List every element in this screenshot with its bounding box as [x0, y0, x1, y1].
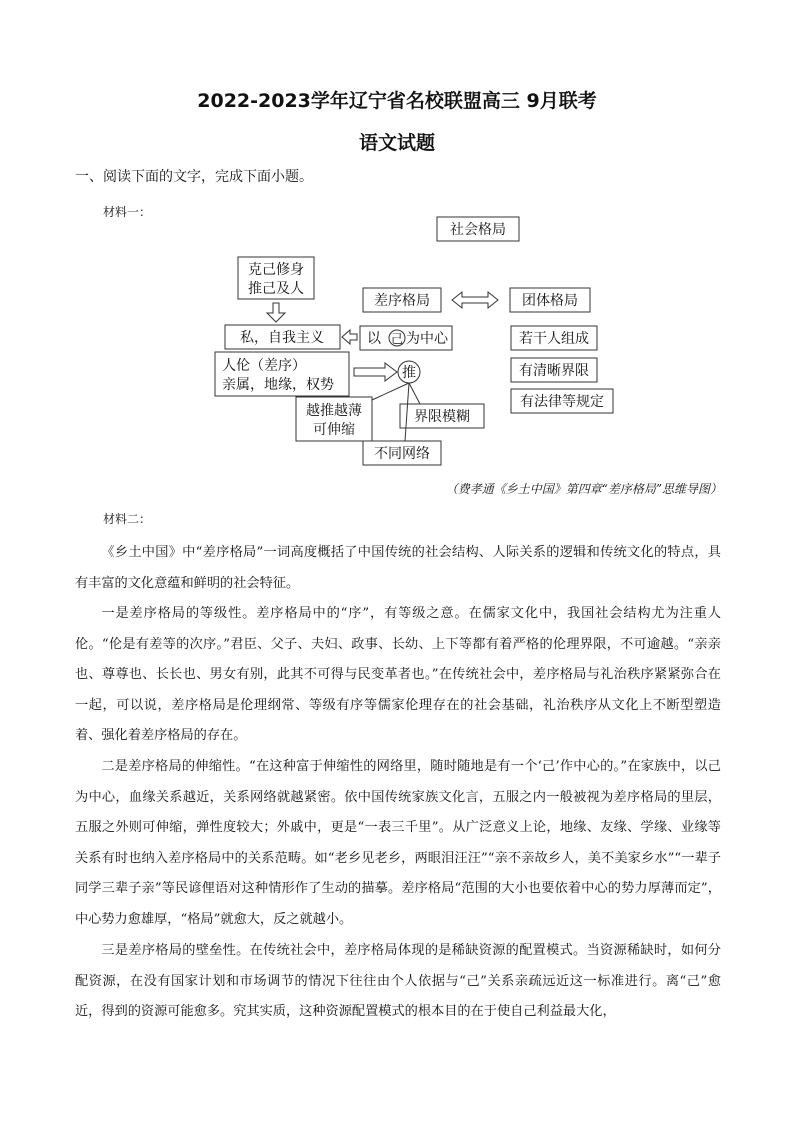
text-qingxi: 有清晰界限	[519, 363, 589, 379]
paragraph-hierarchy: 一是差序格局的等级性。差序格局中的“序”，有等级之意。在儒家文化中，我国社会结构尤为注重人伦。“伦是有差等的次序。”君臣、父子、夫妇、政事、长幼、上下等都有着严格的伦理界限，不可逾越。“亲亲也、尊尊也、长长也、男女有别，此其不可得与民变革者也。”在传统社会中，差序格局与礼治秩序紧紧弥合在一起，可以说，差序格局是伦理纲常、等级有序等儒家伦理存在的社会基础，礼治秩序从文化上不断型塑造着、强化着差序格局的存在。	[75, 606, 721, 743]
mind-map-diagram	[200, 210, 630, 468]
paragraph-flexibility: 二是差序格局的伸缩性。“在这种富于伸缩性的网络里，随时随地是有一个‘己’作中心的。”在家族中，以己为中心，血缘关系越近，关系网络就越紧密。依中国传统家族文化言，五服之内一般被视为差序格局的里层，五服之外则可伸缩，弹性度较大；外戚中，更是“一表三千里”。从广泛意义上论，地缘、友缘、学缘、业缘等关系有时也纳入差序格局中的关系范畴。如“老乡见老乡，两眼泪汪汪”“亲不亲故乡人，美不美家乡水”“一辈子同学三辈子亲”等民谚俚语对这种情形作了生动的描摹。差序格局“范围的大小也要依着中心的势力厚薄而定”，中心势力愈雄厚，“格局”就愈大，反之就越小。	[75, 759, 721, 927]
text-ruogan: 若干人组成	[519, 331, 589, 347]
double-arrow-icon	[452, 292, 498, 308]
text-yiji-c: 为中心	[406, 331, 448, 347]
text-tui: 推	[402, 365, 416, 381]
exam-title: 2022-2023学年辽宁省名校联盟高三 9月联考	[197, 90, 597, 112]
text-jiexian: 界限模糊	[414, 409, 470, 425]
text-falv: 有法律等规定	[520, 394, 604, 410]
material2-label: 材料二：	[103, 512, 152, 526]
right-arrow-icon	[354, 363, 397, 381]
text-yiji-a: 以	[367, 331, 381, 347]
section-heading: 一、阅读下面的文字，完成下面小题。	[75, 169, 313, 185]
text-renlun-1: 人伦（差序）	[222, 358, 306, 374]
paragraph-intro: 《乡土中国》中“差序格局”一词高度概括了中国传统的社会结构、人际关系的逻辑和传统文化的特点，具有丰富的文化意蕴和鲜明的社会特征。	[75, 545, 721, 591]
text-yuetui-2: 可伸缩	[313, 422, 355, 438]
paragraph-barrier: 三是差序格局的壁垒性。在传统社会中，差序格局体现的是稀缺资源的配置模式。当资源稀缺时，如何分配资源，在没有国家计划和市场调节的情况下往往由个人依据与“己”关系亲疏远近这一标准进行。离“己”愈近，得到的资源可能愈多。究其实质，这种资源配置模式的根本目的在于使自己利益最大化，	[75, 943, 721, 1019]
left-arrow-icon	[342, 330, 357, 344]
exam-subtitle: 语文试题	[358, 132, 435, 154]
text-chaxu: 差序格局	[374, 293, 430, 309]
material1-label: 材料一：	[103, 205, 152, 219]
text-si: 私，自我主义	[240, 330, 324, 346]
text-yiji-b: 己	[390, 332, 404, 346]
text-keji-1: 克己修身	[248, 262, 304, 278]
down-arrow-icon	[267, 303, 285, 322]
text-social: 社会格局	[450, 222, 506, 238]
text-yuetui-1: 越推越薄	[306, 403, 362, 419]
figure-caption: （费孝通《乡土中国》第四章“差序格局”思维导图）	[445, 482, 722, 496]
text-renlun-2: 亲属，地缘，权势	[222, 377, 334, 393]
text-butong: 不同网络	[374, 446, 430, 462]
text-keji-2: 推己及人	[248, 281, 304, 297]
text-tuanti: 团体格局	[522, 293, 578, 309]
